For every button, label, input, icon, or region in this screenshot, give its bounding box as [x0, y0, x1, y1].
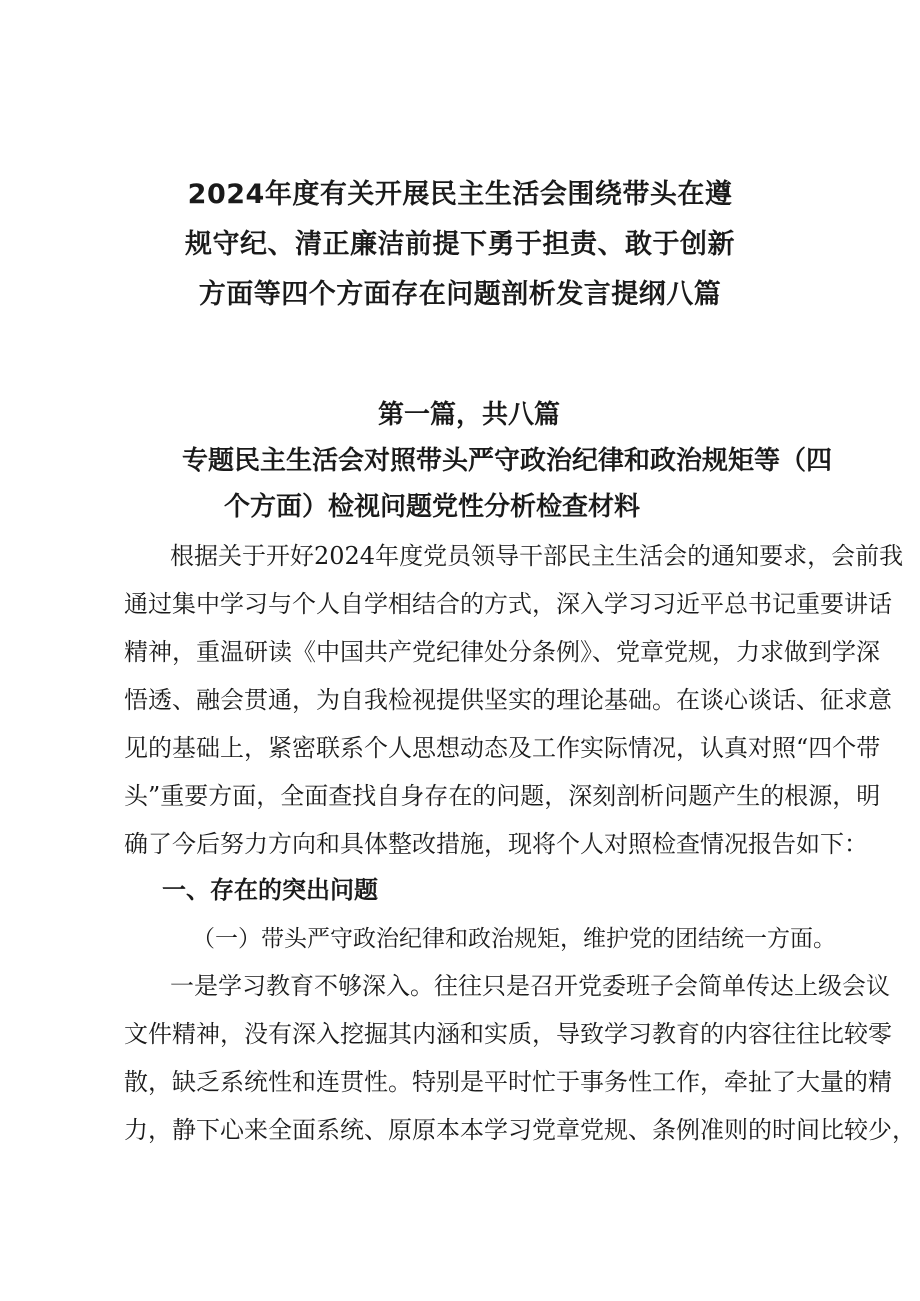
- intro-line-3: 精神，重温研读《中国共产党纪律处分条例》、党章党规，力求做到学深: [124, 638, 880, 666]
- point-line-2: 文件精神，没有深入挖掘其内涵和实质，导致学习教育的内容往往比较零: [124, 1020, 892, 1048]
- section-heading: 一、存在的突出问题: [162, 876, 378, 904]
- intro-line-2: 通过集中学习与个人自学相结合的方式，深入学习习近平总书记重要讲话: [124, 590, 892, 618]
- point-line-1: 一是学习教育不够深入。往往只是召开党委班子会简单传达上级会议: [170, 972, 890, 1000]
- document-title-line-3: 方面等四个方面存在问题剖析发言提纲八篇: [198, 279, 722, 310]
- intro-line-5: 见的基础上，紧密联系个人思想动态及工作实际情况，认真对照“四个带: [124, 734, 881, 762]
- subtitle-line-1: 专题民主生活会对照带头严守政治纪律和政治规矩等（四: [182, 446, 833, 476]
- intro-line-4: 悟透、融会贯通，为自我检视提供坚实的理论基础。在谈心谈话、征求意: [124, 686, 892, 714]
- intro-line-1: 根据关于开好2024年度党员领导干部民主生活会的通知要求，会前我: [170, 542, 904, 570]
- intro-line-7: 确了今后努力方向和具体整改措施，现将个人对照检查情况报告如下：: [124, 830, 868, 858]
- subsection-heading: （一）带头严守政治纪律和政治规矩，维护党的团结统一方面。: [192, 926, 836, 952]
- point-line-4: 力，静下心来全面系统、原原本本学习党章党规、条例准则的时间比较少，: [124, 1116, 916, 1144]
- intro-line-6: 头”重要方面，全面查找自身存在的问题，深刻剖析问题产生的根源，明: [124, 782, 881, 810]
- subtitle-line-2: 个方面）检视问题党性分析检查材料: [224, 492, 641, 522]
- point-line-3: 散，缺乏系统性和连贯性。特别是平时忙于事务性工作，牵扯了大量的精: [124, 1068, 892, 1096]
- document-title-line-2: 规守纪、清正廉洁前提下勇于担责、敢于创新: [185, 229, 735, 260]
- document-title-line-1: 2024年度有关开展民主生活会围绕带头在遵: [187, 179, 733, 210]
- part-label: 第一篇，共八篇: [378, 400, 561, 430]
